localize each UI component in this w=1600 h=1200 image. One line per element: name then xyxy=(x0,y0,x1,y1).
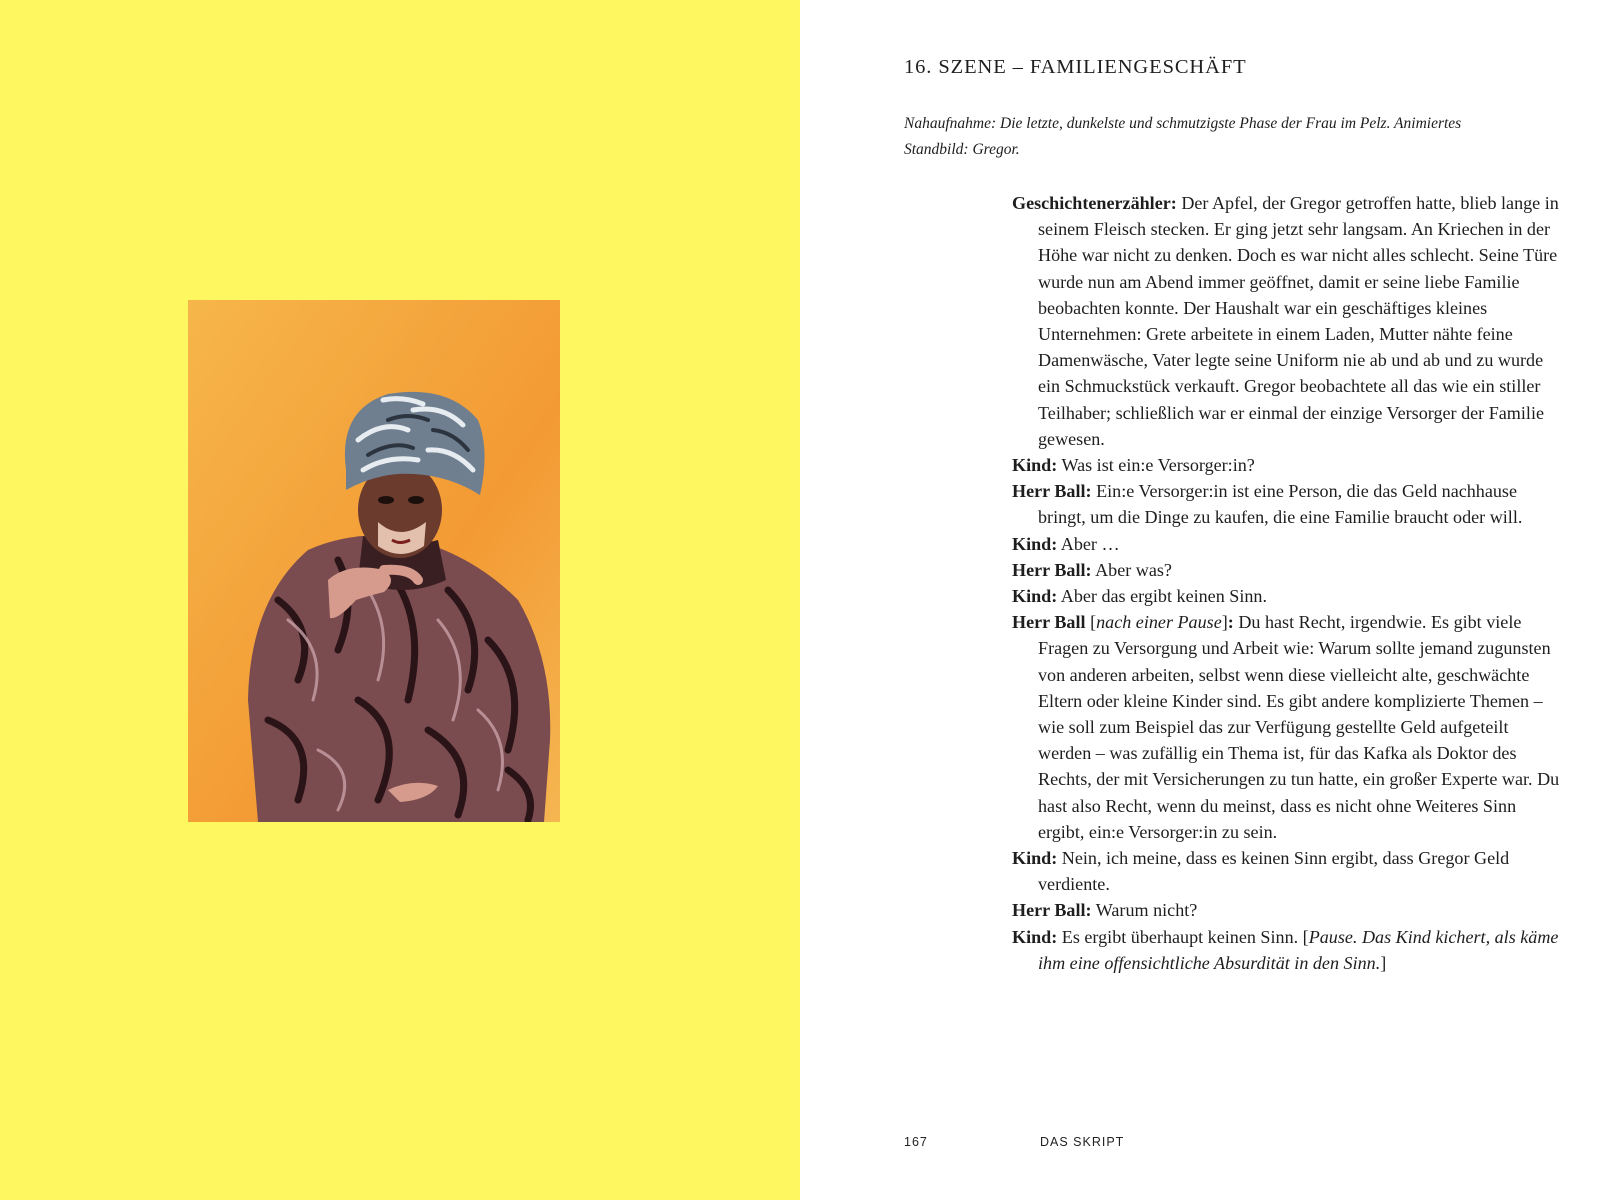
speech-text: Aber … xyxy=(1057,533,1120,554)
speech-text: Was ist ein:e Versorger:in? xyxy=(1057,455,1255,476)
speech-text: Aber das ergibt keinen Sinn. xyxy=(1057,586,1267,607)
page-number: 167 xyxy=(904,1135,928,1149)
speech-text: Aber was? xyxy=(1091,559,1172,580)
speaker-name: Kind: xyxy=(1012,455,1058,476)
painting-woman-in-fur xyxy=(188,300,560,822)
speaker-name: Kind: xyxy=(1012,586,1058,607)
speech-line-herr-ball xyxy=(1012,557,1562,583)
speech-line-kind xyxy=(1012,531,1562,557)
speech-line-kind xyxy=(1012,924,1562,976)
speech-line-herr-ball: Herr Ball [nach einer Pause]: Du hast Recht, irgendwie. Es gibt viele Fragen zu Versorgung und Arbeit wie: Warum sollte jemand zugunsten von anderen arbeiten, selbst wenn diese vielleicht alte, geschwächte Eltern oder kleine Kinder sind. Es gibt andere komplizierte Themen – wie soll zum Beispiel das zur Verfügung gestellte Geld aufgeteilt werden – was zufällig ein Thema ist, für das Kafka als Doktor des Rechts, der mit Versicherungen zu tun hatte, ein großer Experte war. Du hast also Recht, wenn du meinst, dass es nicht ohne Weiteres Sinn ergibt, ein:e Versorger:in zu sein. xyxy=(1012,612,1560,842)
stage-direction-inline: Pause. Das Kind kichert, als käme ihm eine offensichtliche Absurdität in den Sinn. xyxy=(1038,926,1559,973)
speech-text: Nein, ich meine, dass es keinen Sinn ergibt, dass Gregor Geld verdiente. xyxy=(1038,848,1510,895)
speech-line-herr-ball xyxy=(1012,478,1562,530)
speaker-name: Kind: xyxy=(1012,533,1058,554)
speech-text: Warum nicht? xyxy=(1091,900,1198,921)
speech-line-kind xyxy=(1012,452,1562,478)
stage-direction: Nahaufnahme: Die letzte, dunkelste und schmutzigste Phase der Frau im Pelz. Animiertes Standbild: Gregor. xyxy=(904,115,1462,158)
speech-text: Es ergibt überhaupt keinen Sinn. [ xyxy=(1057,926,1309,947)
speaker-name: Geschichtenerzähler: xyxy=(1012,193,1177,213)
speaker-name: Herr Ball: xyxy=(1012,481,1092,502)
speech-text: Du hast Recht, irgendwie. Es gibt viele Fragen zu Versorgung und Arbeit wie: Warum sollte jemand zugunsten von anderen arbeiten, selbst wenn diese vielleicht alte, geschwächte Eltern oder kleine Kinder sind. Es gibt andere komplizierte Themen – wie soll zum Beispiel das zur Verfügung gestellte Geld aufgeteilt werden – was zufällig ein Thema ist, für das Kafka als Doktor des Rechts, der mit Versicherungen zu tun hatte, ein großer Experte war. Du hast also Recht, wenn du meinst, dass es nicht ohne Weiteres Sinn ergibt, ein:e Versorger:in zu sein. xyxy=(1038,612,1560,842)
scene-title: 16. SZENE – FAMILIENGESCHÄFT xyxy=(904,56,1247,78)
speaker-name: Herr Ball: xyxy=(1012,900,1092,921)
stage-direction-inline: nach einer Pause xyxy=(1096,612,1222,633)
speaker-name: Herr Ball xyxy=(1012,612,1086,633)
speech-text: Der Apfel, der Gregor getroffen hatte, blieb lange in seinem Fleisch stecken. Er ging jetzt sehr langsam. An Kriechen in der Höhe war nicht zu denken. Doch es war nicht alles schlecht. Seine Türe wurde nun am Abend immer geöffnet, damit er seine liebe Familie beobachten konnte. Der Haushalt war ein geschäftiges kleines Unternehmen: Grete arbeitete in einem Laden, Mutter nähte feine Damenwäsche, Vater legte seine Uniform nie ab und ab und zu wurde ein Schmuckstück verkauft. Gregor beobachtete all das wie ein stiller Teilhaber; schließlich war er einmal der einzige Versorger der Familie gewesen. xyxy=(1038,193,1559,449)
speaker-name: Herr Ball: xyxy=(1012,559,1092,580)
speech-text-closing: ] xyxy=(1380,952,1387,973)
speech-line-kind xyxy=(1012,583,1562,609)
speaker-name: Kind: xyxy=(1012,926,1058,947)
speaker-name: Kind: xyxy=(1012,848,1058,869)
speech-line-narrator xyxy=(1012,190,1562,452)
speech-text: Ein:e Versorger:in ist eine Person, die das Geld nachhause bringt, um die Dinge zu kaufen, die eine Familie braucht oder will. xyxy=(1038,481,1523,528)
right-page xyxy=(800,0,1600,1200)
running-title: DAS SKRIPT xyxy=(1040,1135,1125,1149)
script-dialogue xyxy=(1012,190,1562,976)
speech-line-herr-ball xyxy=(1012,897,1562,923)
speech-line-kind xyxy=(1012,845,1562,897)
